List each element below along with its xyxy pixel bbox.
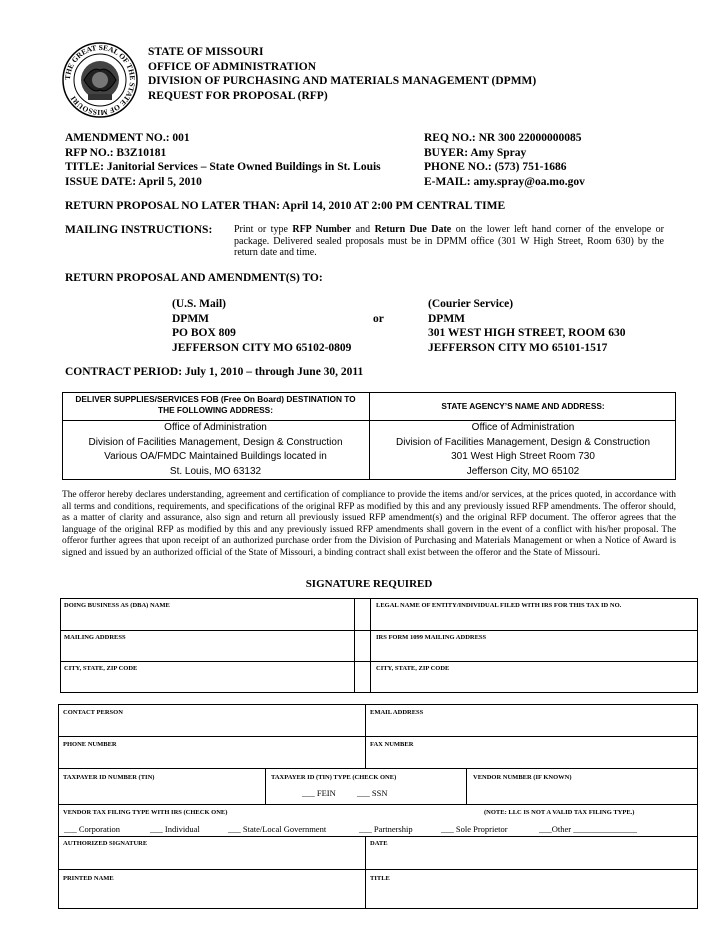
rfp-no: RFP NO.: B3Z10181 (65, 146, 167, 159)
or-label: or (373, 313, 384, 325)
filing-option-individual[interactable]: ___ Individual (150, 824, 200, 834)
mail-address: (U.S. Mail) DPMM PO BOX 809 JEFFERSON CITY MO 65102-0809 (172, 298, 352, 354)
tin-field[interactable]: TAXPAYER ID NUMBER (TIN) (63, 774, 155, 781)
tin-type-field: TAXPAYER ID (TIN) TYPE (CHECK ONE) ___ FEIN ___ SSN (271, 774, 397, 798)
return-deadline: RETURN PROPOSAL NO LATER THAN: April 14, 2010 AT 2:00 PM CENTRAL TIME (65, 200, 506, 212)
amendment-no: AMENDMENT NO.: 001 (65, 132, 190, 144)
tax-filing-type-field: VENDOR TAX FILING TYPE WITH IRS (CHECK ONE) (NOTE: LLC IS NOT A VALID TAX FILING TYPE.) ___ Corporation ___ Individual ___ State/Local Government ___ Partnership ___ Sole Proprietor ___Other _______________ (63, 809, 637, 834)
delivery-left-header: DELIVER SUPPLIES/SERVICES FOB (Free On Board) DESTINATION TO THE FOLLOWING ADDRESS: (75, 394, 356, 415)
filing-option-partnership[interactable]: ___ Partnership (359, 824, 413, 834)
declaration-paragraph: The offeror hereby declares understanding, agreement and certification of compliance to provide the items and/or services, at the prices quoted, in accordance with all terms and conditions, requirements, and specifications of the original RFP as modified by this and any previously issued RFP amendments. The offeror should, as a matter of clarity and assurance, also sign and return all previously issued RFP amendment(s) and the original RFP document. The offeror agrees that the language of the original RFP as modified by this and any previously issued RFP amendments shall govern in the event of a conflict with his/her proposal. The offeror further agrees that upon receipt of an authorized purchase order from the Division of Purchasing and Materials Management or when a Notice of Award is signed and issued by an authorized official of the State of Missouri, a binding contract shall exist between the offeror and the State of Missouri. (62, 490, 676, 558)
return-to-heading: RETURN PROPOSAL AND AMENDMENT(S) TO: (65, 272, 323, 284)
dba-name-field[interactable]: DOING BUSINESS AS (DBA) NAME (64, 602, 170, 609)
fax-number-field[interactable]: FAX NUMBER (370, 741, 414, 748)
printed-name-field[interactable]: PRINTED NAME (63, 875, 114, 882)
phone-no: PHONE NO.: (573) 751-1686 (424, 161, 567, 173)
filing-option-other[interactable]: ___Other _______________ (539, 824, 637, 834)
courier-address: (Courier Service) DPMM 301 WEST HIGH STREET, ROOM 630 JEFFERSON CITY MO 65101-1517 (428, 298, 626, 354)
ssn-option[interactable]: ___ SSN (357, 788, 388, 798)
info-left (65, 131, 381, 189)
mailing-label: MAILING INSTRUCTIONS: (65, 224, 213, 236)
fein-option[interactable]: ___ FEIN (302, 788, 336, 798)
header-rfp: REQUEST FOR PROPOSAL (RFP) (148, 89, 328, 102)
state-seal (62, 42, 138, 118)
header-state: STATE OF MISSOURI (148, 46, 264, 58)
delivery-right-header: STATE AGENCY’S NAME AND ADDRESS: (441, 401, 605, 411)
title-field[interactable]: TITLE (370, 875, 390, 882)
issue-date: ISSUE DATE: April 5, 2010 (65, 175, 202, 188)
contract-period: CONTRACT PERIOD: July 1, 2010 – through June 30, 2011 (65, 366, 364, 378)
vendor-number-field[interactable]: VENDOR NUMBER (IF KNOWN) (473, 774, 572, 781)
filing-option-sole-proprietor[interactable]: ___ Sole Proprietor (441, 824, 508, 834)
req-no: REQ NO.: NR 300 22000000085 (424, 132, 582, 144)
legal-name-field[interactable]: LEGAL NAME OF ENTITY/INDIVIDUAL FILED WITH IRS FOR THIS TAX ID NO. (376, 602, 622, 609)
header-office: OFFICE OF ADMINISTRATION (148, 60, 317, 73)
filing-option-corporation[interactable]: ___ Corporation (64, 824, 120, 834)
buyer: BUYER: Amy Spray (424, 146, 527, 159)
city-state-zip-field[interactable]: CITY, STATE, ZIP CODE (64, 665, 138, 672)
date-field[interactable]: DATE (370, 840, 388, 847)
irs-city-state-zip-field[interactable]: CITY, STATE, ZIP CODE (376, 665, 450, 672)
email: E-MAIL: amy.spray@oa.mo.gov (424, 175, 585, 188)
email-address-field[interactable]: EMAIL ADDRESS (370, 709, 424, 716)
header-division: DIVISION OF PURCHASING AND MATERIALS MANAGEMENT (DPMM) (148, 75, 537, 87)
mailing-address-field[interactable]: MAILING ADDRESS (64, 634, 126, 641)
delivery-right-address: Office of Administration Division of Facilities Management, Design & Construction 301 West High Street Room 730 Jefferson City, MO 65102 (396, 422, 650, 477)
title: TITLE: Janitorial Services – State Owned Buildings in St. Louis (65, 161, 381, 173)
info-right (424, 131, 585, 189)
filing-option-government[interactable]: ___ State/Local Government (228, 824, 327, 834)
delivery-left-address: Office of Administration Division of Facilities Management, Design & Construction Various OA/FMDC Maintained Buildings located in St. Louis, MO 63132 (88, 422, 343, 477)
contact-person-field[interactable]: CONTACT PERSON (63, 709, 123, 716)
irs-1099-address-field[interactable]: IRS FORM 1099 MAILING ADDRESS (376, 634, 487, 641)
seal-ring-text: THE GREAT SEAL OF THE STATE OF MISSOURI (62, 42, 138, 118)
signature-heading: SIGNATURE REQUIRED (305, 578, 433, 590)
mailing-text: Print or type RFP Number and Return Due Date on the lower left hand corner of the envelope or package. Delivered sealed proposals must be in DPMM office (301 W High Street, Room 630) by the return date and time. (234, 224, 664, 258)
authorized-signature-field[interactable]: AUTHORIZED SIGNATURE (63, 840, 148, 847)
phone-number-field[interactable]: PHONE NUMBER (63, 741, 117, 748)
